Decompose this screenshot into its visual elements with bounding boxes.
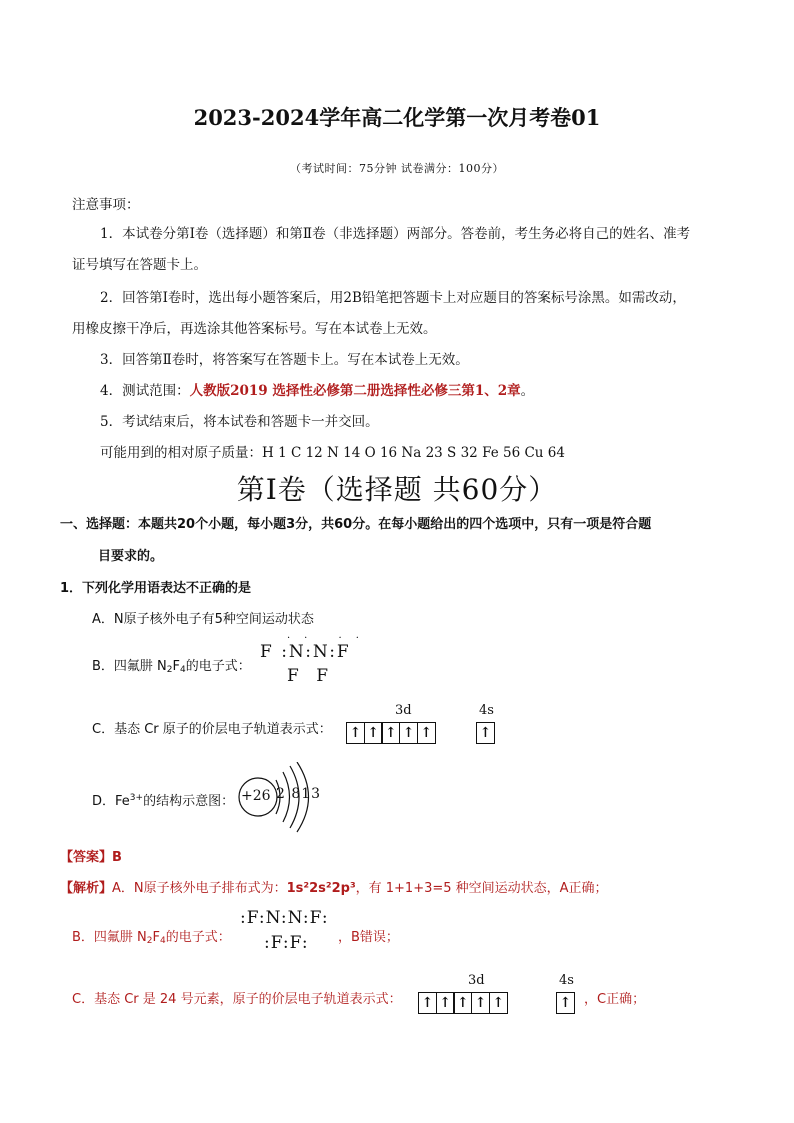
orbital-box: ↑ xyxy=(399,722,418,744)
option-c: C．基态 Cr 原子的价层电子轨道表示式： xyxy=(92,722,332,737)
note-item-3: 3．回答第Ⅱ卷时，将答案写在答题卡上。写在本试卷上无效。 xyxy=(100,352,469,368)
page-title: 2023-2024学年高二化学第一次月考卷01 xyxy=(193,105,601,130)
option-b-prefix: B．四氟肼 N xyxy=(92,659,167,674)
question-1-stem: 1．下列化学用语表达不正确的是 xyxy=(60,581,252,596)
option-b-suffix: 的电子式： xyxy=(185,659,251,674)
orbital-box: ↑ xyxy=(381,722,400,744)
section-instruction-line1: 一、选择题：本题共20个小题，每小题3分，共60分。在每小题给出的四个选项中，只有一项是符合题 xyxy=(60,517,652,532)
orbital-box: ↑ xyxy=(436,992,455,1014)
answer-orbital-4s-box xyxy=(556,992,574,1014)
orbital-box: ↑ xyxy=(471,992,490,1014)
orbital-label-3d: 3d xyxy=(395,703,412,718)
correct-dot-formula-line1: :F:N:N:F: xyxy=(240,908,329,928)
option-d-sup: 3+ xyxy=(129,793,144,803)
orbital-box: ↑ xyxy=(453,992,472,1014)
orbital-label-4s: 4s xyxy=(479,703,494,718)
orbital-box: ↑ xyxy=(346,722,365,744)
analysis-label: 【解析】 xyxy=(60,881,113,896)
orbital-box: ↑ xyxy=(489,992,508,1014)
electron-dot-formula-line2: F F xyxy=(287,666,334,686)
orbital-box: ↑ xyxy=(417,722,436,744)
analysis-b-F: F xyxy=(152,930,160,945)
option-b xyxy=(92,655,251,675)
analysis-a-text1: A．N原子核外电子排布式为： xyxy=(112,881,287,896)
answer-label: 【答案】B xyxy=(60,850,122,865)
electron-dot-formula-line1: F :N:N:F xyxy=(260,642,351,662)
test-range: 人教版2019 选择性必修第二册选择性必修三第1、2章 xyxy=(189,383,521,399)
option-b-sub4: 4 xyxy=(180,665,186,675)
analysis-b-sub4: 4 xyxy=(160,936,166,946)
section-instruction-line2: 目要求的。 xyxy=(98,549,164,564)
nucleus-charge: +26 xyxy=(241,788,271,804)
analysis-a xyxy=(60,877,608,896)
atomic-masses: 可能用到的相对原子质量：H 1 C 12 N 14 O 16 Na 23 S 32 Fe 56 Cu 64 xyxy=(100,445,565,461)
note-item-4-suffix: 。 xyxy=(520,383,535,399)
note-item-1-line1: 1．本试卷分第Ⅰ卷（选择题）和第Ⅱ卷（非选择题）两部分。答卷前，考生务必将自己的姓名、准考 xyxy=(100,226,691,242)
n-electron-config: 1s²2s²2p³ xyxy=(286,881,356,896)
note-item-5: 5．考试结束后，将本试卷和答题卡一并交回。 xyxy=(100,414,379,430)
analysis-b-sub2: 2 xyxy=(146,936,153,946)
correct-dot-formula-line2: :F:F: xyxy=(264,933,309,953)
option-d-prefix: D．Fe xyxy=(92,794,130,809)
analysis-c: C．基态 Cr 是 24 号元素，原子的价层电子轨道表示式： xyxy=(72,992,402,1007)
orbital-box: ↑ xyxy=(556,992,575,1014)
note-item-2-line2: 用橡皮擦干净后，再选涂其他答案标号。写在本试卷上无效。 xyxy=(72,321,437,337)
analysis-b-text1: B．四氟肼 N xyxy=(72,930,147,945)
option-d xyxy=(92,790,234,809)
note-item-4 xyxy=(100,379,534,399)
orbital-3d-boxes xyxy=(346,722,435,744)
option-b-F: F xyxy=(172,659,180,674)
note-item-1-line2: 证号填写在答题卡上。 xyxy=(72,257,207,273)
option-a: A．N原子核外电子有5种空间运动状态 xyxy=(92,612,314,627)
orbital-box: ↑ xyxy=(476,722,495,744)
option-d-suffix: 的结构示意图： xyxy=(143,794,235,809)
electron-dots-top: ·· ·· xyxy=(287,633,373,644)
notes-heading: 注意事项： xyxy=(72,197,140,213)
note-item-2-line1: 2．回答第Ⅰ卷时，选出每小题答案后，用2B铅笔把答题卡上对应题目的答案标号涂黑。如需改动， xyxy=(100,290,686,306)
section-title: 第Ⅰ卷（选择题 共60分） xyxy=(236,473,558,506)
answer-orbital-3d-boxes xyxy=(418,992,507,1014)
analysis-c-conclusion: ，C正确； xyxy=(584,992,646,1007)
analysis-b-text2: 的电子式： xyxy=(165,930,231,945)
orbital-box: ↑ xyxy=(364,722,383,744)
answer-orbital-label-4s: 4s xyxy=(559,973,574,988)
shell-electrons: 2 813 xyxy=(276,786,322,802)
analysis-b-conclusion: ，B错误； xyxy=(338,930,399,945)
exam-info: （考试时间：75分钟 试卷满分：100分） xyxy=(290,162,504,175)
orbital-4s-box xyxy=(476,722,494,744)
orbital-box: ↑ xyxy=(418,992,437,1014)
answer-orbital-label-3d: 3d xyxy=(468,973,485,988)
note-item-4-prefix: 4．测试范围： xyxy=(100,383,190,399)
analysis-a-text2: ，有 1+1+3=5 种空间运动状态，A正确； xyxy=(355,881,608,896)
option-b-sub2: 2 xyxy=(166,665,173,675)
analysis-b xyxy=(72,926,231,946)
